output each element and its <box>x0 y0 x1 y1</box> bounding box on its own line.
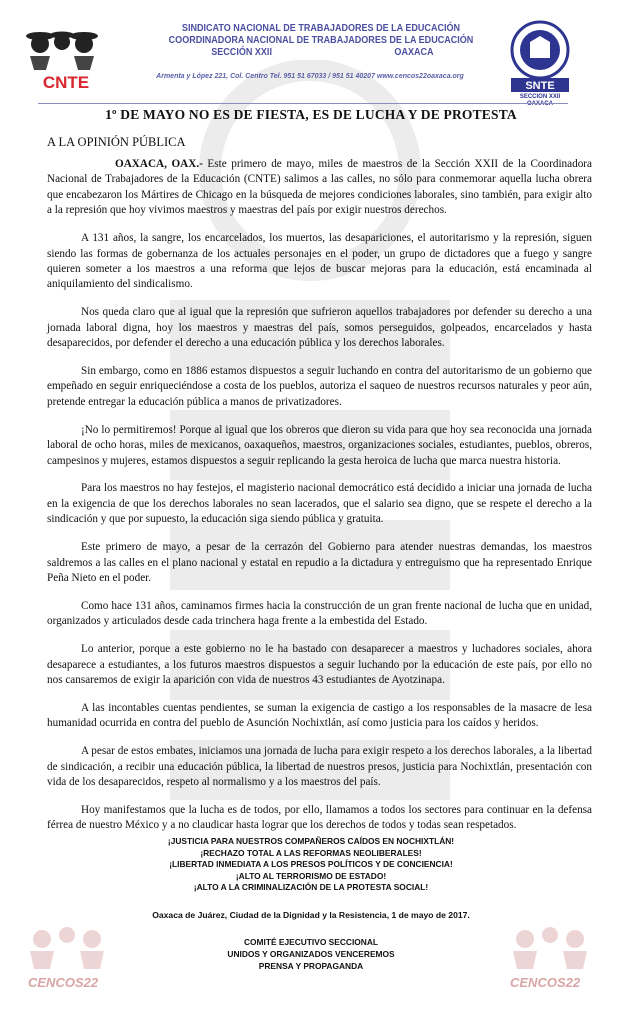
slogan: ¡ALTO A LA CRIMINALIZACIÓN DE LA PROTESTA SOCIAL! <box>193 882 429 893</box>
paragraph: Como hace 131 años, caminamos firmes hacia la construcción de un gran frente nacional de lucha que en unidad, organizados y articulados desde cada trinchera haga frente a la embestida del Estado. <box>47 599 592 628</box>
snte-logo-section: SECCION XXII <box>519 94 561 100</box>
document-body <box>47 157 592 846</box>
cencos-label-right: CENCOS22 <box>510 975 581 990</box>
contact-info: Armenta y López 221, Col. Centro Tel. 951 51 67033 / 951 51 40207 www.cencos22oaxaca.org <box>156 73 464 80</box>
header-divider <box>38 103 568 104</box>
paragraph: Sin embargo, como en 1886 estamos dispuestos a seguir luchando en contra del autoritarismo de un gobierno que empeñado en seguir enriqueciéndose a costa de los pueblos, autoriza el saqueo de nuestros recursos naturales y peor aún, pretende entregar la educación pública a manos de privatizadores. <box>47 364 592 408</box>
signature-line: PRENSA Y PROPAGANDA <box>258 961 364 971</box>
slogan: ¡ALTO AL TERRORISMO DE ESTADO! <box>235 870 387 881</box>
slogan: ¡LIBERTAD INMEDIATA A LOS PRESOS POLÍTICOS Y DE CONCIENCIA! <box>169 859 453 870</box>
dateline-lead: OAXACA, OAX.- <box>115 158 203 170</box>
paragraph: Nos queda claro que al igual que la represión que sufrieron aquellos trabajadores por defender su derecho a una jornada laboral digna, hoy los maestros y maestras del país, somos perseguidos, golpeados, encarcelados y hasta desaparecidos, por defender el derecho a una educación pública y los derechos laborales. <box>47 306 592 350</box>
paragraph: A pesar de estos embates, iniciamos una jornada de lucha para exigir respeto a los derechos laborales, a la libertad de sindicación, a recibir una educación pública, la libertad de nuestros presos, justicia para Nochixtlán, presentación con vida de los desaparecidos, respeto al normalismo y a los maestros del país. <box>47 745 592 788</box>
paragraph: Este primero de mayo, a pesar de la cerrazón del Gobierno para atender nuestras demandas, los maestros saldremos a las calles en el plano nacional y estatal en repudio a la dictadura y entreguismo que ha representado Enrique Peña Nieto en el poder. <box>47 541 592 584</box>
snte-logo <box>503 20 577 106</box>
document-title: 1º DE MAYO NO ES DE FIESTA, ES DE LUCHA Y DE PROTESTA <box>105 107 517 122</box>
signature-line: UNIDOS Y ORGANIZADOS VENCEREMOS <box>227 949 395 959</box>
coordinator-name: COORDINADORA NACIONAL DE TRABAJADORES DE LA EDUCACIÓN <box>168 34 474 46</box>
salutation: A LA OPINIÓN PÚBLICA <box>47 135 186 149</box>
state-label: OAXACA <box>394 46 434 58</box>
slogan: ¡JUSTICIA PARA NUESTROS COMPAÑEROS CAÍDOS EN NOCHIXTLÁN! <box>167 836 455 846</box>
paragraph <box>47 157 592 219</box>
paragraph: A las incontables cuentas pendientes, se suman la exigencia de castigo a los responsables de la masacre de lesa humanidad ocurrida en contra del pueblo de Asunción Nochixtlán, así como justicia para los caídos y heridos. <box>47 701 592 730</box>
section-line <box>44 46 579 58</box>
snte-logo-text: SNTE <box>525 80 555 92</box>
paragraph-text: Este primero de mayo, miles de maestros de la Sección XXII de la Coordinadora Nacional de Trabajadores de la Educación (CNTE) salimos a las calles, no sólo para conmemorar aquella lucha obrera que encabezaron los Mártires de Chicago en la búsqueda de mejores condiciones laborales, sino también, para exigir alto a la represión que hoy vivimos maestros y maestras del país por exigir nuestros derechos. <box>47 158 592 217</box>
cencos-label-left: CENCOS22 <box>28 975 99 990</box>
paragraph: Lo anterior, porque a este gobierno no le ha bastado con desaparecer a maestros y luchadores sociales, ahora desaparece a estudiantes, a los futuros maestros dispuestos a seguir luchando por la educación de este país, por ello no nos cansaremos de exigir la aparición con vida de nuestros 43 estudiantes de Ayotzinapa. <box>47 643 592 686</box>
section-label: SECCIÓN XXII <box>211 46 272 58</box>
union-name: SINDICATO NACIONAL DE TRABAJADORES DE LA EDUCACIÓN <box>181 22 461 34</box>
paragraph: Para los maestros no hay festejos, el magisterio nacional democrático está decidido a iniciar una jornada de lucha en la exigencia de que los derechos laborales no sean lacerados, que el salario sea digno, que se respete el derecho a la sindicación y que por supuesto, la educación siga siendo pública y gratuita. <box>47 482 592 526</box>
cnte-logo-text: CNTE <box>42 73 90 92</box>
place-date: Oaxaca de Juárez, Ciudad de la Dignidad y la Resistencia, 1 de mayo de 2017. <box>152 910 470 920</box>
signature-line: COMITÉ EJECUTIVO SECCIONAL <box>243 937 378 947</box>
slogan: ¡RECHAZO TOTAL A LAS REFORMAS NEOLIBERALES! <box>200 847 422 858</box>
paragraph: Hoy manifestamos que la lucha es de todos, por ello, llamamos a todos los sectores para continuar en la defensa férrea de nuestro México y a no claudicar hasta lograr que los derechos de todos y todas sean respetados. <box>47 803 592 832</box>
slogans-block <box>0 836 622 894</box>
paragraph: ¡No lo permitiremos! Porque al igual que los obreros que dieron su vida para que hoy sea reconocida una jornada laboral de ocho horas, miles de mexicanos, oaxaqueños, maestros, organizaciones sociales, estudiantes, pueblos, obreros, campesinos y mujeres, estamos dispuestos a seguir replicando la gesta heroica de lucha que marca nuestra historia. <box>47 423 592 467</box>
paragraph: A 131 años, la sangre, los encarcelados, los muertos, las desapariciones, el autoritarismo y la represión, siguen siendo las formas de gobernanza de los actuales personajes en el poder, un grupo de dictadores que a fuego y sangre quieren someter a los maestros a una reforma que lejos de buscar mejoras para la educación, está encaminada al aniquilamiento del sindicalismo. <box>47 232 592 291</box>
letterhead <box>0 0 622 108</box>
